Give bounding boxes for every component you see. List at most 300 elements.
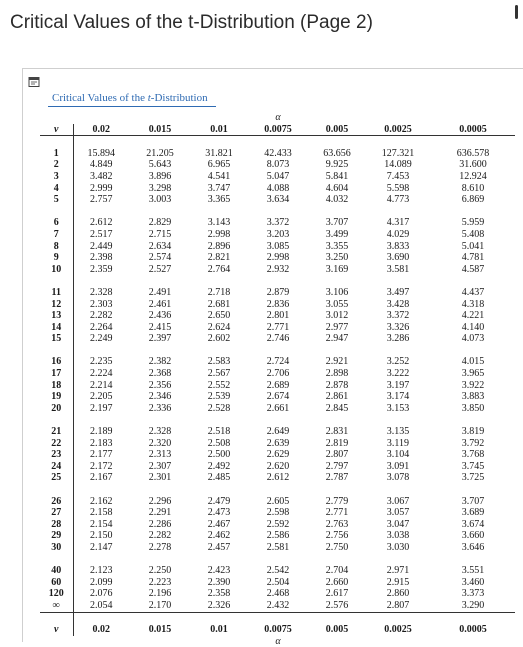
critical-value-cell: 3.372	[266, 217, 290, 229]
table-row	[40, 333, 515, 345]
critical-value-cell: 3.355	[325, 240, 349, 252]
table-row	[40, 519, 515, 531]
table-row	[40, 472, 515, 484]
critical-value-cell: 2.629	[266, 449, 290, 461]
critical-value-cell: 2.356	[148, 379, 172, 391]
critical-value-cell: 2.468	[266, 588, 290, 600]
column-header-alpha: 0.0005	[459, 123, 487, 135]
critical-value-cell: 4.541	[207, 170, 231, 182]
document-icon	[28, 76, 40, 88]
degrees-of-freedom: 22	[40, 438, 73, 450]
critical-value-cell: 2.779	[325, 495, 349, 507]
critical-value-cell: 2.205	[90, 391, 113, 403]
table-row	[40, 496, 515, 508]
critical-value-cell: 2.771	[266, 321, 290, 333]
degrees-of-freedom: 30	[40, 542, 73, 554]
table-row	[40, 507, 515, 519]
critical-value-cell: 5.959	[461, 217, 485, 229]
critical-value-cell: 3.551	[461, 565, 485, 577]
critical-value-cell: 2.462	[207, 530, 231, 542]
critical-value-cell: 2.552	[207, 379, 231, 391]
header-row-bottom	[40, 624, 515, 636]
critical-value-cell: 2.576	[325, 599, 349, 611]
table-row	[40, 229, 515, 241]
critical-value-cell: 2.286	[148, 518, 172, 530]
critical-value-cell: 3.373	[461, 588, 485, 600]
critical-value-cell: 3.067	[386, 495, 410, 507]
critical-value-cell: 3.725	[461, 472, 485, 484]
critical-value-cell: 4.221	[461, 310, 485, 322]
degrees-of-freedom: 10	[40, 264, 73, 276]
alpha-label-bottom: α	[275, 635, 281, 647]
degrees-of-freedom: 27	[40, 507, 73, 519]
critical-value-cell: 3.646	[461, 541, 485, 553]
critical-value-cell: 2.787	[325, 472, 349, 484]
degrees-of-freedom: 1	[40, 148, 73, 160]
v-header-top: v	[40, 124, 73, 136]
table-row	[40, 159, 515, 171]
critical-value-cell: 2.328	[90, 286, 113, 298]
critical-value-cell: 3.012	[325, 310, 349, 322]
critical-value-cell: 2.661	[266, 402, 290, 414]
critical-value-cell: 2.598	[266, 507, 290, 519]
critical-value-cell: 2.250	[148, 565, 172, 577]
degrees-of-freedom: 23	[40, 449, 73, 461]
column-header-alpha: 0.0075	[264, 624, 292, 636]
critical-value-cell: 2.517	[90, 228, 113, 240]
critical-value-cell: 2.167	[90, 472, 113, 484]
critical-value-cell: 2.397	[148, 333, 172, 345]
critical-value-cell: 9.925	[325, 159, 349, 171]
critical-value-cell: 2.150	[90, 530, 113, 542]
critical-value-cell: 636.578	[456, 147, 490, 159]
critical-value-cell: 2.382	[148, 356, 172, 368]
critical-value-cell: 2.977	[325, 321, 349, 333]
critical-value-cell: 2.415	[148, 321, 172, 333]
critical-value-cell: 3.038	[386, 530, 410, 542]
critical-value-cell: 2.617	[325, 588, 349, 600]
critical-value-cell: 3.197	[386, 379, 410, 391]
critical-value-cell: 2.291	[148, 507, 172, 519]
critical-value-cell: 2.539	[207, 391, 231, 403]
critical-value-cell: 4.781	[461, 252, 485, 264]
table-row	[40, 171, 515, 183]
degrees-of-freedom: 6	[40, 217, 73, 229]
degrees-of-freedom: 21	[40, 426, 73, 438]
critical-value-cell: 3.203	[266, 228, 290, 240]
critical-value-cell: 2.054	[90, 599, 113, 611]
critical-value-cell: 2.592	[266, 518, 290, 530]
table-row	[40, 310, 515, 322]
critical-value-cell: 3.634	[266, 194, 290, 206]
critical-value-cell: 2.492	[207, 460, 231, 472]
column-header-alpha: 0.005	[325, 624, 349, 636]
critical-value-cell: 2.831	[325, 426, 349, 438]
critical-value-cell: 2.390	[207, 576, 231, 588]
critical-value-cell: 3.792	[461, 437, 485, 449]
critical-value-cell: 3.135	[386, 426, 410, 438]
critical-value-cell: 3.003	[148, 194, 172, 206]
table-row	[40, 577, 515, 589]
critical-value-cell: 3.581	[386, 263, 410, 275]
critical-value-cell: 3.690	[386, 252, 410, 264]
critical-value-cell: 4.773	[386, 194, 410, 206]
critical-value-cell: 2.807	[325, 449, 349, 461]
critical-value-cell: 7.453	[386, 170, 410, 182]
table-row	[40, 287, 515, 299]
critical-value-cell: 3.674	[461, 518, 485, 530]
degrees-of-freedom: 4	[40, 183, 73, 195]
critical-value-cell: 3.222	[386, 368, 410, 380]
critical-value-cell: 2.634	[148, 240, 172, 252]
critical-value-cell: 2.303	[90, 298, 113, 310]
column-header-alpha: 0.005	[325, 123, 349, 135]
critical-value-cell: 2.650	[207, 310, 231, 322]
critical-value-cell: 2.602	[207, 333, 231, 345]
v-header-bottom: v	[40, 624, 73, 636]
critical-value-cell: 3.460	[461, 576, 485, 588]
critical-value-cell: 2.581	[266, 541, 290, 553]
critical-value-cell: 2.099	[90, 576, 113, 588]
critical-value-cell: 2.583	[207, 356, 231, 368]
critical-value-cell: 4.073	[461, 333, 485, 345]
critical-value-cell: 2.829	[148, 217, 172, 229]
critical-value-cell: 2.162	[90, 495, 113, 507]
table-row	[40, 368, 515, 380]
critical-value-cell: 2.301	[148, 472, 172, 484]
critical-value-cell: 4.317	[386, 217, 410, 229]
critical-value-cell: 3.250	[325, 252, 349, 264]
table-row	[40, 391, 515, 403]
critical-value-cell: 63.656	[323, 147, 351, 159]
column-header-alpha: 0.01	[210, 123, 228, 135]
critical-value-cell: 2.807	[386, 599, 410, 611]
degrees-of-freedom: 29	[40, 530, 73, 542]
critical-value-cell: 2.264	[90, 321, 113, 333]
critical-value-cell: 127.321	[381, 147, 415, 159]
critical-value-cell: 2.860	[386, 588, 410, 600]
critical-value-cell: 2.574	[148, 252, 172, 264]
critical-value-cell: 2.605	[266, 495, 290, 507]
scrollbar-thumb[interactable]	[515, 5, 518, 19]
degrees-of-freedom: 2	[40, 159, 73, 171]
table-row	[40, 194, 515, 206]
table-row	[40, 356, 515, 368]
critical-value-cell: 3.169	[325, 263, 349, 275]
subtitle-var: t	[147, 92, 151, 104]
critical-value-cell: 2.724	[266, 356, 290, 368]
critical-value-cell: 5.841	[325, 170, 349, 182]
critical-value-cell: 2.282	[148, 530, 172, 542]
critical-value-cell: 2.763	[325, 518, 349, 530]
critical-value-cell: 2.313	[148, 449, 172, 461]
degrees-of-freedom: 3	[40, 171, 73, 183]
table-row	[40, 403, 515, 415]
critical-value-cell: 2.797	[325, 460, 349, 472]
critical-value-cell: 2.235	[90, 356, 113, 368]
degrees-of-freedom: 14	[40, 322, 73, 334]
critical-value-cell: 2.999	[90, 182, 113, 194]
degrees-of-freedom: 15	[40, 333, 73, 345]
critical-value-cell: 2.836	[266, 298, 290, 310]
degrees-of-freedom: 60	[40, 577, 73, 589]
critical-value-cell: 2.921	[325, 356, 349, 368]
critical-value-cell: 5.408	[461, 228, 485, 240]
critical-value-cell: 4.437	[461, 286, 485, 298]
degrees-of-freedom: 18	[40, 380, 73, 392]
table-row	[40, 217, 515, 229]
critical-value-cell: 3.326	[386, 321, 410, 333]
critical-value-cell: 2.612	[90, 217, 113, 229]
critical-value-cell: 2.423	[207, 565, 231, 577]
critical-value-cell: 2.328	[148, 426, 172, 438]
critical-value-cell: 4.029	[386, 228, 410, 240]
critical-value-cell: 3.047	[386, 518, 410, 530]
critical-value-cell: 2.757	[90, 194, 113, 206]
critical-value-cell: 2.845	[325, 402, 349, 414]
column-header-alpha: 0.0005	[459, 624, 487, 636]
critical-value-cell: 3.850	[461, 402, 485, 414]
critical-value-cell: 2.224	[90, 368, 113, 380]
critical-value-cell: 2.449	[90, 240, 113, 252]
critical-value-cell: 2.915	[386, 576, 410, 588]
degrees-of-freedom: 7	[40, 229, 73, 241]
critical-value-cell: 2.508	[207, 437, 231, 449]
column-header-alpha: 0.015	[148, 123, 172, 135]
critical-value-cell: 2.660	[325, 576, 349, 588]
critical-value-cell: 3.078	[386, 472, 410, 484]
table-row	[40, 299, 515, 311]
critical-value-cell: 3.290	[461, 599, 485, 611]
critical-value-cell: 2.172	[90, 460, 113, 472]
critical-value-cell: 4.088	[266, 182, 290, 194]
degrees-of-freedom: 13	[40, 310, 73, 322]
critical-value-cell: 2.750	[325, 541, 349, 553]
critical-value-cell: 2.528	[207, 402, 231, 414]
alpha-label-top: α	[275, 112, 281, 123]
critical-value-cell: 2.368	[148, 368, 172, 380]
critical-value-cell: 3.143	[207, 217, 231, 229]
critical-value-cell: 8.073	[266, 159, 290, 171]
subtitle-suffix: -Distribution	[150, 92, 208, 104]
critical-value-cell: 2.586	[266, 530, 290, 542]
critical-value-cell: 2.649	[266, 426, 290, 438]
critical-value-cell: 2.821	[207, 252, 231, 264]
critical-value-cell: 6.965	[207, 159, 231, 171]
critical-value-cell: 3.286	[386, 333, 410, 345]
table-row	[40, 183, 515, 195]
column-header-alpha: 0.02	[92, 624, 110, 636]
critical-value-cell: 4.140	[461, 321, 485, 333]
critical-value-cell: 31.821	[205, 147, 233, 159]
critical-value-cell: 2.612	[266, 472, 290, 484]
critical-value-cell: 2.485	[207, 472, 231, 484]
degrees-of-freedom: 11	[40, 287, 73, 299]
degrees-of-freedom: 16	[40, 356, 73, 368]
critical-value-cell: 2.764	[207, 263, 231, 275]
critical-value-cell: 2.154	[90, 518, 113, 530]
critical-value-cell: 2.358	[207, 588, 231, 600]
table-row	[40, 565, 515, 577]
critical-value-cell: 2.491	[148, 286, 172, 298]
table-row	[40, 322, 515, 334]
degrees-of-freedom: 17	[40, 368, 73, 380]
critical-value-cell: 2.624	[207, 321, 231, 333]
critical-value-cell: 2.282	[90, 310, 113, 322]
critical-value-cell: 2.307	[148, 460, 172, 472]
critical-value-cell: 3.119	[386, 437, 410, 449]
critical-value-cell: 2.896	[207, 240, 231, 252]
critical-value-cell: 2.674	[266, 391, 290, 403]
table-row	[40, 241, 515, 253]
critical-value-cell: 2.296	[148, 495, 172, 507]
critical-value-cell: 4.587	[461, 263, 485, 275]
critical-value-cell: 2.771	[325, 507, 349, 519]
column-header-alpha: 0.0075	[264, 123, 292, 135]
critical-value-cell: 3.965	[461, 368, 485, 380]
critical-value-cell: 3.085	[266, 240, 290, 252]
degrees-of-freedom: 24	[40, 461, 73, 473]
table-row	[40, 600, 515, 612]
critical-value-cell: 3.896	[148, 170, 172, 182]
critical-value-cell: 3.372	[386, 310, 410, 322]
column-header-alpha: 0.0025	[384, 624, 412, 636]
critical-value-cell: 3.091	[386, 460, 410, 472]
critical-value-cell: 2.467	[207, 518, 231, 530]
column-header-alpha: 0.02	[92, 123, 110, 135]
critical-value-cell: 5.598	[386, 182, 410, 194]
subtitle-underline	[48, 106, 216, 107]
critical-value-cell: 2.436	[148, 310, 172, 322]
degrees-of-freedom: 12	[40, 299, 73, 311]
critical-value-cell: 2.706	[266, 368, 290, 380]
table-row	[40, 264, 515, 276]
critical-value-cell: 5.643	[148, 159, 172, 171]
degrees-of-freedom: 5	[40, 194, 73, 206]
critical-value-cell: 2.819	[325, 437, 349, 449]
critical-value-cell: 3.819	[461, 426, 485, 438]
critical-value-cell: 14.089	[384, 159, 412, 171]
critical-value-cell: 2.473	[207, 507, 231, 519]
t-distribution-table	[40, 112, 515, 647]
critical-value-cell: 3.707	[461, 495, 485, 507]
critical-value-cell: 2.398	[90, 252, 113, 264]
critical-value-cell: 2.170	[148, 599, 172, 611]
critical-value-cell: 2.620	[266, 460, 290, 472]
subtitle-prefix: Critical Values of the	[52, 92, 148, 104]
critical-value-cell: 5.041	[461, 240, 485, 252]
critical-value-cell: 2.567	[207, 368, 231, 380]
critical-value-cell: 2.998	[266, 252, 290, 264]
critical-value-cell: 2.689	[266, 379, 290, 391]
critical-value-cell: 2.278	[148, 541, 172, 553]
critical-value-cell: 2.518	[207, 426, 231, 438]
critical-value-cell: 3.106	[325, 286, 349, 298]
critical-value-cell: 2.123	[90, 565, 113, 577]
critical-value-cell: 2.932	[266, 263, 290, 275]
critical-value-cell: 3.707	[325, 217, 349, 229]
critical-value-cell: 2.461	[148, 298, 172, 310]
table-row	[40, 449, 515, 461]
critical-value-cell: 2.214	[90, 379, 113, 391]
critical-value-cell: 2.346	[148, 391, 172, 403]
critical-value-cell: 15.894	[87, 147, 115, 159]
column-header-alpha: 0.015	[148, 624, 172, 636]
table-row	[40, 461, 515, 473]
critical-value-cell: 2.879	[266, 286, 290, 298]
critical-value-cell: 4.604	[325, 182, 349, 194]
critical-value-cell: 2.718	[207, 286, 231, 298]
degrees-of-freedom: 28	[40, 519, 73, 531]
critical-value-cell: 5.047	[266, 170, 290, 182]
page-title: Critical Values of the t-Distribution (Page 2)	[10, 12, 373, 33]
degrees-of-freedom: 40	[40, 565, 73, 577]
critical-value-cell: 3.482	[90, 170, 113, 182]
critical-value-cell: 3.745	[461, 460, 485, 472]
critical-value-cell: 2.861	[325, 391, 349, 403]
critical-value-cell: 4.032	[325, 194, 349, 206]
critical-value-cell: 2.336	[148, 402, 172, 414]
critical-value-cell: 2.158	[90, 507, 113, 519]
critical-value-cell: 3.660	[461, 530, 485, 542]
degrees-of-freedom: 25	[40, 472, 73, 484]
critical-value-cell: 2.326	[207, 599, 231, 611]
degrees-of-freedom: ∞	[40, 600, 73, 612]
critical-value-cell: 3.055	[325, 298, 349, 310]
critical-value-cell: 2.457	[207, 541, 231, 553]
critical-value-cell: 6.869	[461, 194, 485, 206]
critical-value-cell: 3.499	[325, 228, 349, 240]
header-row-top	[40, 124, 515, 136]
degrees-of-freedom: 20	[40, 403, 73, 415]
table-row	[40, 148, 515, 160]
critical-value-cell: 2.971	[386, 565, 410, 577]
table-row	[40, 252, 515, 264]
critical-value-cell: 2.681	[207, 298, 231, 310]
degrees-of-freedom: 26	[40, 496, 73, 508]
critical-value-cell: 3.428	[386, 298, 410, 310]
critical-value-cell: 4.849	[90, 159, 113, 171]
column-header-alpha: 0.0025	[384, 123, 412, 135]
critical-value-cell: 3.252	[386, 356, 410, 368]
critical-value-cell: 2.500	[207, 449, 231, 461]
critical-value-cell: 31.600	[459, 159, 487, 171]
critical-value-cell: 3.104	[386, 449, 410, 461]
critical-value-cell: 2.249	[90, 333, 113, 345]
critical-value-cell: 3.497	[386, 286, 410, 298]
critical-value-cell: 2.801	[266, 310, 290, 322]
table-row	[40, 542, 515, 554]
critical-value-cell: 2.998	[207, 228, 231, 240]
degrees-of-freedom: 8	[40, 241, 73, 253]
critical-value-cell: 3.833	[386, 240, 410, 252]
critical-value-cell: 3.689	[461, 507, 485, 519]
critical-value-cell: 4.318	[461, 298, 485, 310]
critical-value-cell: 2.898	[325, 368, 349, 380]
critical-value-cell: 2.639	[266, 437, 290, 449]
table-row	[40, 530, 515, 542]
critical-value-cell: 8.610	[461, 182, 485, 194]
document-subtitle[interactable]	[52, 92, 208, 104]
critical-value-cell: 42.433	[264, 147, 292, 159]
critical-value-cell: 3.747	[207, 182, 231, 194]
critical-value-cell: 2.189	[90, 426, 113, 438]
critical-value-cell: 2.320	[148, 437, 172, 449]
critical-value-cell: 3.883	[461, 391, 485, 403]
critical-value-cell: 3.922	[461, 379, 485, 391]
critical-value-cell: 2.183	[90, 437, 113, 449]
table-row	[40, 438, 515, 450]
